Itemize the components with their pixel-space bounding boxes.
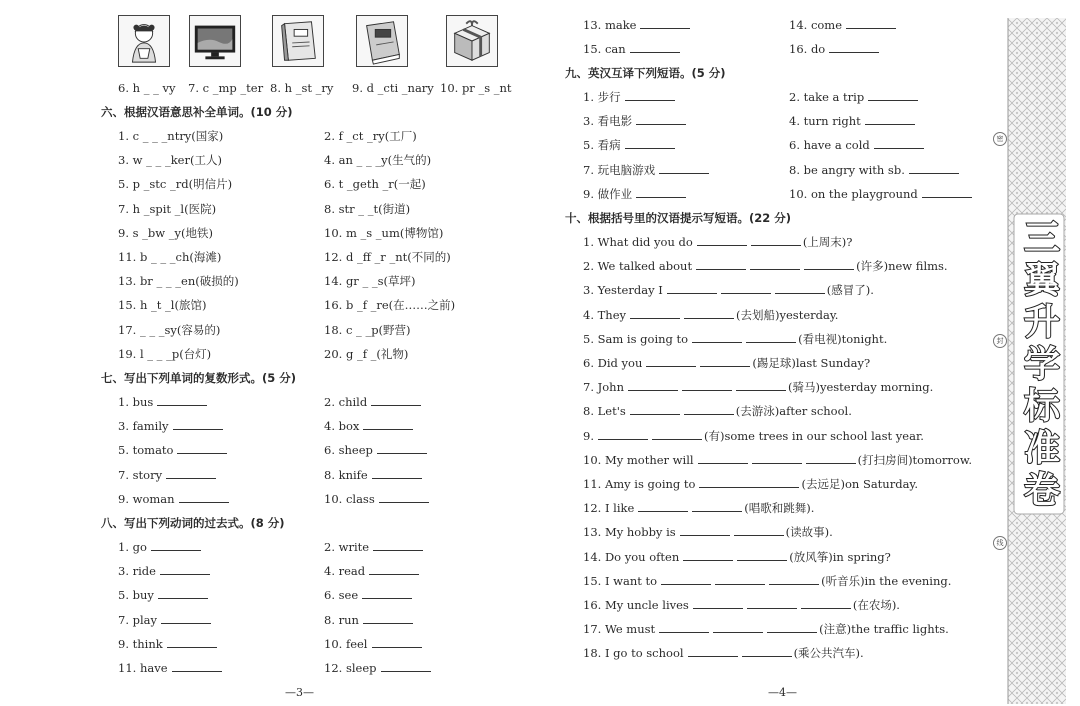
past-tense-item-label: 2. write (324, 540, 370, 554)
answer-blank[interactable] (746, 332, 796, 343)
word-completion-item: 18. c _ _p(野营) (324, 322, 411, 337)
phrase-item (583, 477, 918, 491)
answer-blank[interactable] (652, 429, 702, 440)
phrase-item-hint: (放风筝)in spring? (789, 549, 891, 564)
plural-item-label: 6. sheep (324, 443, 373, 458)
past-tense-item (324, 637, 422, 651)
picture-word-item: 8. h _st _ry (270, 81, 334, 95)
plural-item (118, 492, 229, 506)
answer-blank[interactable] (173, 419, 223, 430)
past-tense-item-label: 10. feel (324, 636, 368, 651)
phrase-item-hint: (注意)the traffic lights. (819, 622, 949, 637)
answer-blank[interactable] (737, 550, 787, 561)
answer-blank[interactable] (713, 622, 763, 633)
answer-blank[interactable] (846, 18, 896, 29)
answer-blank[interactable] (751, 235, 801, 246)
past-tense-item (118, 540, 201, 554)
plural-item (324, 419, 413, 433)
answer-blank[interactable] (696, 259, 746, 270)
translation-item (583, 187, 686, 201)
phrase-item-hint: (去远足)on Saturday. (801, 477, 919, 491)
past-tense-item (789, 42, 879, 56)
phrase-item (583, 380, 933, 394)
translation-item-label: 7. 玩电脑游戏 (583, 162, 656, 177)
phrase-item-hint: (打扫房间)tomorrow. (857, 452, 972, 467)
answer-blank[interactable] (636, 187, 686, 198)
translation-item (583, 114, 686, 128)
past-tense-item (118, 564, 210, 578)
plural-item (118, 468, 216, 482)
seal-hole-3: 线 (993, 536, 1007, 550)
section-9-title: 九、英汉互译下列短语。(5 分) (565, 66, 726, 80)
phrase-item-prefix: 14. Do you often (583, 549, 680, 564)
plural-item-label: 4. box (324, 419, 360, 434)
plural-item (324, 443, 427, 457)
past-tense-item (324, 588, 412, 602)
phrase-item (583, 574, 951, 588)
phrase-item-prefix: 17. We must (583, 622, 656, 637)
past-tense-item-label: 14. come (789, 18, 843, 32)
answer-blank[interactable] (640, 18, 690, 29)
phrase-item-prefix: 15. I want to (583, 573, 658, 588)
word-completion-item: 9. s _bw _y(地铁) (118, 225, 214, 240)
past-tense-item (118, 588, 208, 602)
phrase-item-prefix: 5. Sam is going to (583, 331, 689, 346)
plural-item (118, 419, 223, 433)
phrase-item-hint: (感冒了). (826, 283, 874, 298)
word-completion-item: 17. _ _ _sy(容易的) (118, 322, 221, 337)
answer-blank[interactable] (767, 622, 817, 633)
answer-blank[interactable] (736, 380, 786, 391)
past-tense-item-label: 13. make (583, 18, 637, 32)
section-7-title: 七、写出下列单词的复数形式。(5 分) (101, 371, 297, 385)
word-completion-item: 3. w _ _ _ker(工人) (118, 153, 222, 168)
answer-blank[interactable] (363, 419, 413, 430)
phrase-item (583, 525, 833, 539)
plural-item-label: 7. story (118, 467, 163, 482)
section-10-title: 十、根据括号里的汉语提示写短语。(22 分) (565, 211, 792, 225)
word-completion-item: 4. an _ _ _y(生气的) (324, 153, 432, 168)
phrase-item (583, 598, 900, 612)
phrase-item-hint: (许多)new films. (856, 259, 948, 274)
translation-item (789, 187, 972, 201)
past-tense-item (118, 661, 222, 675)
answer-blank[interactable] (922, 187, 972, 198)
answer-blank[interactable] (692, 332, 742, 343)
plural-item-label: 2. child (324, 395, 368, 409)
phrase-item-prefix: 8. Let's (583, 404, 626, 419)
word-completion-item: 20. g _f _(礼物) (324, 346, 409, 361)
phrase-item-hint: (在农场). (852, 598, 900, 612)
phrase-item (583, 429, 924, 443)
translation-item (583, 138, 675, 152)
television-picture (189, 15, 241, 67)
phrase-item-hint: (上周末)? (802, 235, 853, 249)
translation-item (789, 163, 959, 177)
phrase-item (583, 404, 852, 418)
answer-blank[interactable] (680, 525, 730, 536)
past-tense-item-label: 7. play (118, 612, 158, 627)
phrase-item-hint: (唱歌和跳舞). (744, 501, 815, 516)
girl-picture (118, 15, 170, 67)
answer-blank[interactable] (683, 550, 733, 561)
word-completion-item: 1. c _ _ _ntry(国家) (118, 129, 224, 143)
answer-blank[interactable] (630, 404, 680, 415)
answer-blank[interactable] (667, 283, 717, 294)
word-completion-item: 10. m _s _um(博物馆) (324, 225, 444, 240)
translation-item-label: 1. 步行 (583, 90, 621, 104)
answer-blank[interactable] (775, 283, 825, 294)
seal-hole-2: 封 (993, 334, 1007, 348)
answer-blank[interactable] (151, 540, 201, 551)
word-completion-item: 15. h _t _l(旅馆) (118, 298, 207, 313)
phrase-item-hint: (听音乐)in the evening. (821, 573, 952, 588)
past-tense-item (324, 540, 423, 554)
answer-blank[interactable] (752, 453, 802, 464)
answer-blank[interactable] (692, 501, 742, 512)
answer-blank[interactable] (734, 525, 784, 536)
word-completion-item: 16. b _f _re(在……之前) (324, 298, 456, 313)
answer-blank[interactable] (874, 138, 924, 149)
past-tense-item-label: 8. run (324, 612, 359, 627)
answer-blank[interactable] (742, 646, 792, 657)
plural-item-label: 1. bus (118, 395, 154, 409)
word-completion-item: 19. l _ _ _p(台灯) (118, 346, 212, 361)
past-tense-item (583, 18, 690, 32)
past-tense-item-label: 9. think (118, 636, 163, 651)
answer-blank[interactable] (715, 574, 765, 585)
phrase-item-hint: (去划船)yesterday. (736, 307, 839, 322)
phrase-item-prefix: 13. My hobby is (583, 525, 676, 540)
answer-blank[interactable] (868, 90, 918, 101)
translation-item (583, 90, 675, 104)
past-tense-item-label: 16. do (789, 42, 826, 57)
phrase-item-prefix: 4. They (583, 307, 627, 322)
plural-item (324, 492, 429, 506)
word-completion-item: 11. b _ _ _ch(海滩) (118, 250, 222, 264)
translation-item-label: 9. 做作业 (583, 186, 633, 201)
answer-blank[interactable] (166, 468, 216, 479)
answer-blank[interactable] (630, 42, 680, 53)
answer-blank[interactable] (804, 259, 854, 270)
phrase-item (583, 501, 814, 515)
translation-item-label: 6. have a cold (789, 138, 870, 153)
answer-blank[interactable] (829, 42, 879, 53)
past-tense-item (324, 564, 419, 578)
phrase-item-prefix: 3. Yesterday I (583, 283, 663, 298)
answer-blank[interactable] (371, 395, 421, 406)
phrase-item-hint: (有)some trees in our school last year. (703, 428, 924, 443)
translation-item (789, 138, 924, 152)
dictionary-picture (356, 15, 408, 67)
phrase-item-hint: (乘公共汽车). (793, 646, 864, 661)
phrase-item (583, 550, 891, 564)
answer-blank[interactable] (700, 356, 750, 367)
answer-blank[interactable] (158, 588, 208, 599)
phrase-item-prefix: 11. Amy is going to (583, 477, 696, 491)
answer-blank[interactable] (379, 492, 429, 503)
answer-blank[interactable] (373, 540, 423, 551)
answer-blank[interactable] (630, 308, 680, 319)
answer-blank[interactable] (369, 564, 419, 575)
answer-blank[interactable] (625, 90, 675, 101)
answer-blank[interactable] (659, 163, 709, 174)
phrase-item-hint: (骑马)yesterday morning. (787, 380, 934, 395)
past-tense-item-label: 1. go (118, 540, 147, 554)
present-picture (446, 15, 498, 67)
word-completion-item: 14. gr _ _s(草坪) (324, 274, 416, 289)
translation-item-label: 10. on the playground (789, 186, 918, 201)
word-completion-item: 13. br _ _ _en(破损的) (118, 274, 239, 289)
phrase-item-prefix: 7. John (583, 380, 624, 395)
answer-blank[interactable] (177, 443, 227, 454)
answer-blank[interactable] (750, 259, 800, 270)
answer-blank[interactable] (363, 613, 413, 624)
answer-blank[interactable] (628, 380, 678, 391)
plural-item (118, 443, 227, 457)
plural-item-label: 5. tomato (118, 443, 174, 458)
past-tense-item-label: 5. buy (118, 588, 154, 603)
past-tense-item-label: 6. see (324, 588, 359, 603)
picture-word-item: 6. h _ _ vy (118, 81, 176, 95)
answer-blank[interactable] (684, 308, 734, 319)
answer-blank[interactable] (598, 429, 648, 440)
plural-item-label: 9. woman (118, 491, 175, 506)
answer-blank[interactable] (865, 114, 915, 125)
phrase-item (583, 308, 838, 322)
answer-blank[interactable] (372, 637, 422, 648)
plural-item (324, 395, 421, 409)
past-tense-item (118, 613, 211, 627)
plural-item-label: 3. family (118, 419, 169, 434)
translation-item-label: 2. take a trip (789, 90, 865, 104)
translation-item-label: 5. 看病 (583, 138, 621, 153)
answer-blank[interactable] (697, 235, 747, 246)
answer-blank[interactable] (377, 443, 427, 454)
answer-blank[interactable] (909, 163, 959, 174)
answer-blank[interactable] (688, 646, 738, 657)
past-tense-item (324, 613, 413, 627)
translation-item (789, 90, 918, 104)
word-completion-item: 8. str _ _t(街道) (324, 201, 411, 216)
phrase-item-prefix: 6. Did you (583, 356, 643, 370)
translation-item-label: 3. 看电影 (583, 114, 633, 129)
answer-blank[interactable] (806, 453, 856, 464)
answer-blank[interactable] (372, 468, 422, 479)
answer-blank[interactable] (661, 574, 711, 585)
word-completion-item: 2. f _ct _ry(工厂) (324, 129, 417, 143)
phrase-item-prefix: 1. What did you do (583, 235, 693, 249)
translation-item (789, 114, 915, 128)
answer-blank[interactable] (167, 637, 217, 648)
plural-item (118, 395, 207, 409)
answer-blank[interactable] (157, 395, 207, 406)
phrase-item-hint: (去游泳)after school. (735, 404, 852, 419)
answer-blank[interactable] (161, 613, 211, 624)
seal-hole-1: 密 (993, 132, 1007, 146)
sidebar-title: 三翼升学标准卷 (1023, 218, 1060, 511)
phrase-item-prefix: 12. I like (583, 501, 635, 516)
phrase-item-hint: (读故事). (785, 525, 833, 540)
past-tense-item (118, 637, 217, 651)
phrase-item-prefix: 18. I go to school (583, 646, 684, 661)
answer-blank[interactable] (381, 661, 431, 672)
past-tense-item-label: 12. sleep (324, 661, 377, 675)
past-tense-item-label: 15. can (583, 42, 626, 57)
plural-item (324, 468, 422, 482)
page-number-left: —3— (285, 686, 314, 699)
word-completion-item: 5. p _stc _rd(明信片) (118, 177, 233, 192)
phrase-item-prefix: 9. (583, 428, 594, 443)
word-completion-item: 7. h _spit _l(医院) (118, 201, 217, 216)
phrase-item (583, 235, 852, 249)
translation-item-label: 4. turn right (789, 114, 861, 129)
answer-blank[interactable] (769, 574, 819, 585)
answer-blank[interactable] (699, 477, 799, 488)
answer-blank[interactable] (684, 404, 734, 415)
past-tense-item-label: 4. read (324, 564, 366, 579)
word-completion-item: 6. t _geth _r(一起) (324, 177, 426, 192)
plural-item-label: 8. knife (324, 467, 368, 482)
answer-blank[interactable] (698, 453, 748, 464)
phrase-item-prefix: 2. We talked about (583, 259, 693, 274)
picture-word-item: 9. d _cti _nary (352, 81, 434, 95)
answer-blank[interactable] (682, 380, 732, 391)
answer-blank[interactable] (638, 501, 688, 512)
translation-item (583, 163, 709, 177)
phrase-item (583, 356, 870, 370)
page-number-right: —4— (768, 686, 797, 699)
answer-blank[interactable] (625, 138, 675, 149)
phrase-item (583, 646, 864, 660)
past-tense-item-label: 11. have (118, 661, 168, 675)
answer-blank[interactable] (636, 114, 686, 125)
phrase-item (583, 283, 874, 297)
history-book-picture (272, 15, 324, 67)
plural-item-label: 10. class (324, 491, 375, 506)
section-8-title: 八、写出下列动词的过去式。(8 分) (101, 516, 285, 530)
answer-blank[interactable] (179, 492, 229, 503)
answer-blank[interactable] (659, 622, 709, 633)
answer-blank[interactable] (362, 588, 412, 599)
section-6-title: 六、根据汉语意思补全单词。(10 分) (101, 105, 293, 119)
past-tense-item-label: 3. ride (118, 564, 156, 579)
picture-word-item: 7. c _mp _ter (188, 81, 264, 95)
phrase-item (583, 332, 887, 346)
phrase-item-hint: (踢足球)last Sunday? (752, 356, 871, 370)
answer-blank[interactable] (693, 598, 743, 609)
past-tense-item (789, 18, 896, 32)
answer-blank[interactable] (172, 661, 222, 672)
phrase-item-hint: (看电视)tonight. (798, 331, 888, 346)
word-completion-item: 12. d _ff _r _nt(不同的) (324, 250, 451, 264)
answer-blank[interactable] (721, 283, 771, 294)
phrase-item-prefix: 10. My mother will (583, 452, 694, 467)
answer-blank[interactable] (646, 356, 696, 367)
phrase-item-prefix: 16. My uncle lives (583, 598, 689, 612)
phrase-item (583, 259, 948, 273)
phrase-item (583, 622, 949, 636)
answer-blank[interactable] (160, 564, 210, 575)
phrase-item (583, 453, 972, 467)
past-tense-item (583, 42, 680, 56)
answer-blank[interactable] (747, 598, 797, 609)
answer-blank[interactable] (801, 598, 851, 609)
past-tense-item (324, 661, 431, 675)
translation-item-label: 8. be angry with sb. (789, 162, 905, 177)
picture-word-item: 10. pr _s _nt (440, 81, 512, 95)
